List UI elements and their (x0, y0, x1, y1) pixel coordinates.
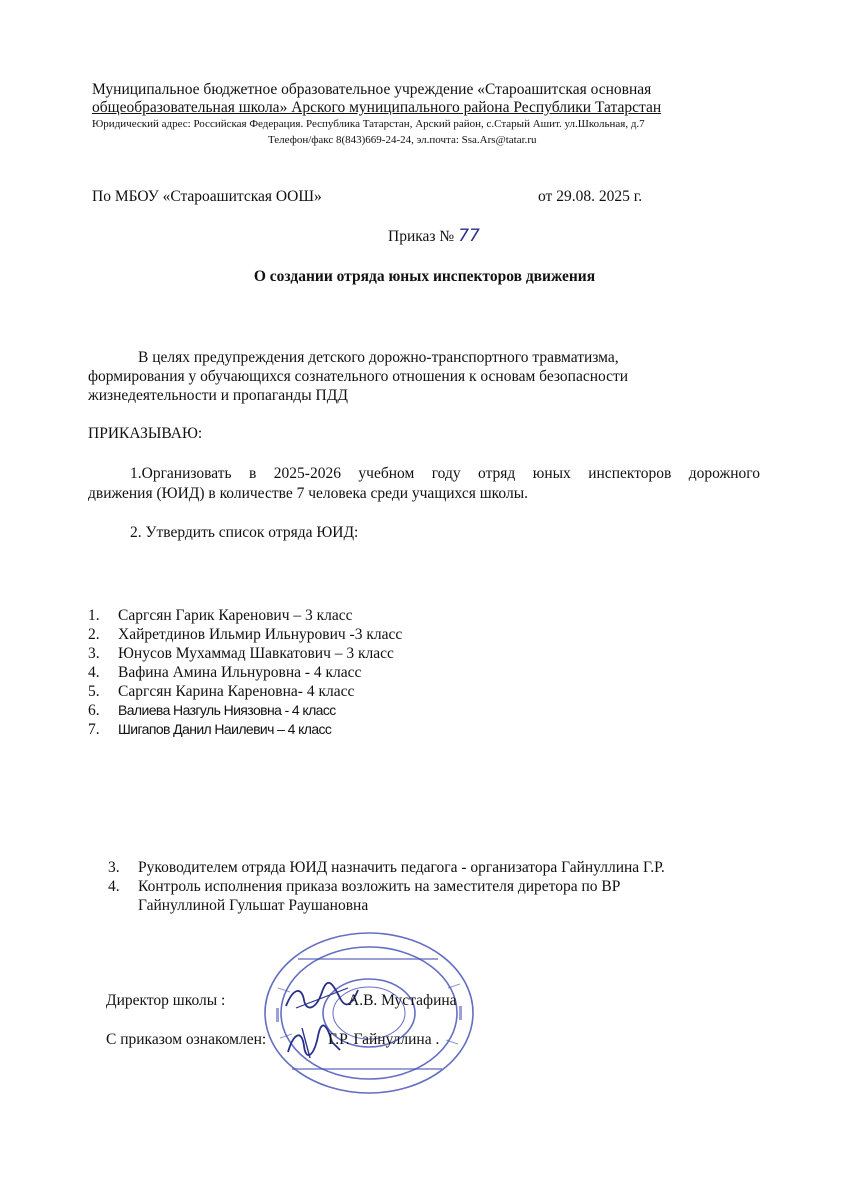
list-item-number: 4. (88, 664, 100, 681)
list-item (88, 663, 402, 682)
document-title: О создании отряда юных инспекторов движения (253, 268, 596, 285)
list-item (108, 877, 665, 915)
list-item-text: Шигапов Данил Наилевич – 4 класс (118, 721, 332, 737)
list-item-text: Хайретдинов Ильмир Ильнурович -3 класс (118, 626, 403, 643)
preamble (88, 348, 628, 405)
list-item (88, 606, 402, 625)
list-item (108, 858, 665, 877)
point-1-line-2: движения (ЮИД) в количестве 7 человека среди учащихся школы. (88, 485, 528, 502)
list-item-text: Вафина Амина Ильнуровна - 4 класс (118, 664, 362, 681)
list-item-text: Саргсян Гарик Каренович – 3 класс (118, 607, 353, 624)
list-item-number: 6. (88, 702, 100, 719)
point-number: 3. (108, 859, 120, 876)
order-heading (388, 226, 480, 246)
list-item-number: 5. (88, 683, 100, 700)
point-number: 4. (108, 878, 120, 895)
order-date: от 29.08. 2025 г. (538, 188, 643, 205)
preamble-line-1: В целях предупреждения детского дорожно-транспортного травматизма, (138, 349, 619, 366)
list-item (88, 682, 402, 701)
list-item-number: 2. (88, 626, 100, 643)
preamble-line-2: формирования у обучающихся сознательного отношения к основам безопасности (88, 368, 629, 385)
additional-points (108, 858, 665, 915)
list-item-text: Саргсян Карина Кареновна- 4 класс (118, 683, 355, 700)
list-item (88, 720, 402, 739)
list-item (88, 625, 402, 644)
list-item (88, 701, 402, 720)
list-item-number: 3. (88, 645, 100, 662)
preamble-line-3: жизнедеятельности и пропаганды ПДД (88, 387, 348, 404)
list-item-number: 7. (88, 721, 100, 738)
list-item-number: 1. (88, 607, 100, 624)
point-4-line-1: Контроль исполнения приказа возложить на заместителя диретора по ВР (138, 878, 621, 895)
director-label: Директор школы : (106, 992, 226, 1009)
list-item (88, 644, 402, 663)
order-number: 77 (458, 226, 480, 246)
header-line-2-text: общеобразовательная школа» Арского муниципального района Республики Татарстан (92, 99, 662, 116)
point-4-line-2: Гайнуллиной Гульшат Раушановна (138, 897, 369, 914)
director-name: А.В. Мустафина (348, 992, 457, 1009)
organization-line: По МБОУ «Староашитская ООШ» (92, 188, 322, 205)
list-item-text: Юнусов Мухаммад Шавкатович – 3 класс (118, 645, 394, 662)
acquainted-label: С приказом ознакомлен: (106, 1031, 267, 1048)
member-list (88, 606, 402, 739)
header-address: Юридический адрес: Российская Федерация. Республика Татарстан, Арский район, с.Старый Ашит. ул.Школьная, д.7 (92, 118, 645, 130)
point-3-text: Руководителем отряда ЮИД назначить педагога - организатора Гайнуллина Г.Р. (138, 859, 665, 876)
directive-word: ПРИКАЗЫВАЮ: (88, 425, 203, 442)
point-1-line-1: 1.Организовать в 2025-2026 учебном году отряд юных инспекторов дорожного (130, 465, 760, 482)
point-2: 2. Утвердить список отряда ЮИД: (130, 524, 359, 541)
header-line-1: Муниципальное бюджетное образовательное учреждение «Староашитская основная (92, 81, 652, 98)
order-label: Приказ № (388, 228, 455, 245)
list-item-text: Валиева Назгуль Ниязовна - 4 класс (118, 702, 336, 718)
header-line-2 (92, 99, 661, 117)
header-phone: Телефон/факс 8(843)669-24-24, эл.почта: Ssa.Ars@tatar.ru (268, 134, 537, 146)
acquainted-name: Г.Р. Гайнуллина . (328, 1031, 440, 1048)
point-1 (88, 464, 760, 504)
